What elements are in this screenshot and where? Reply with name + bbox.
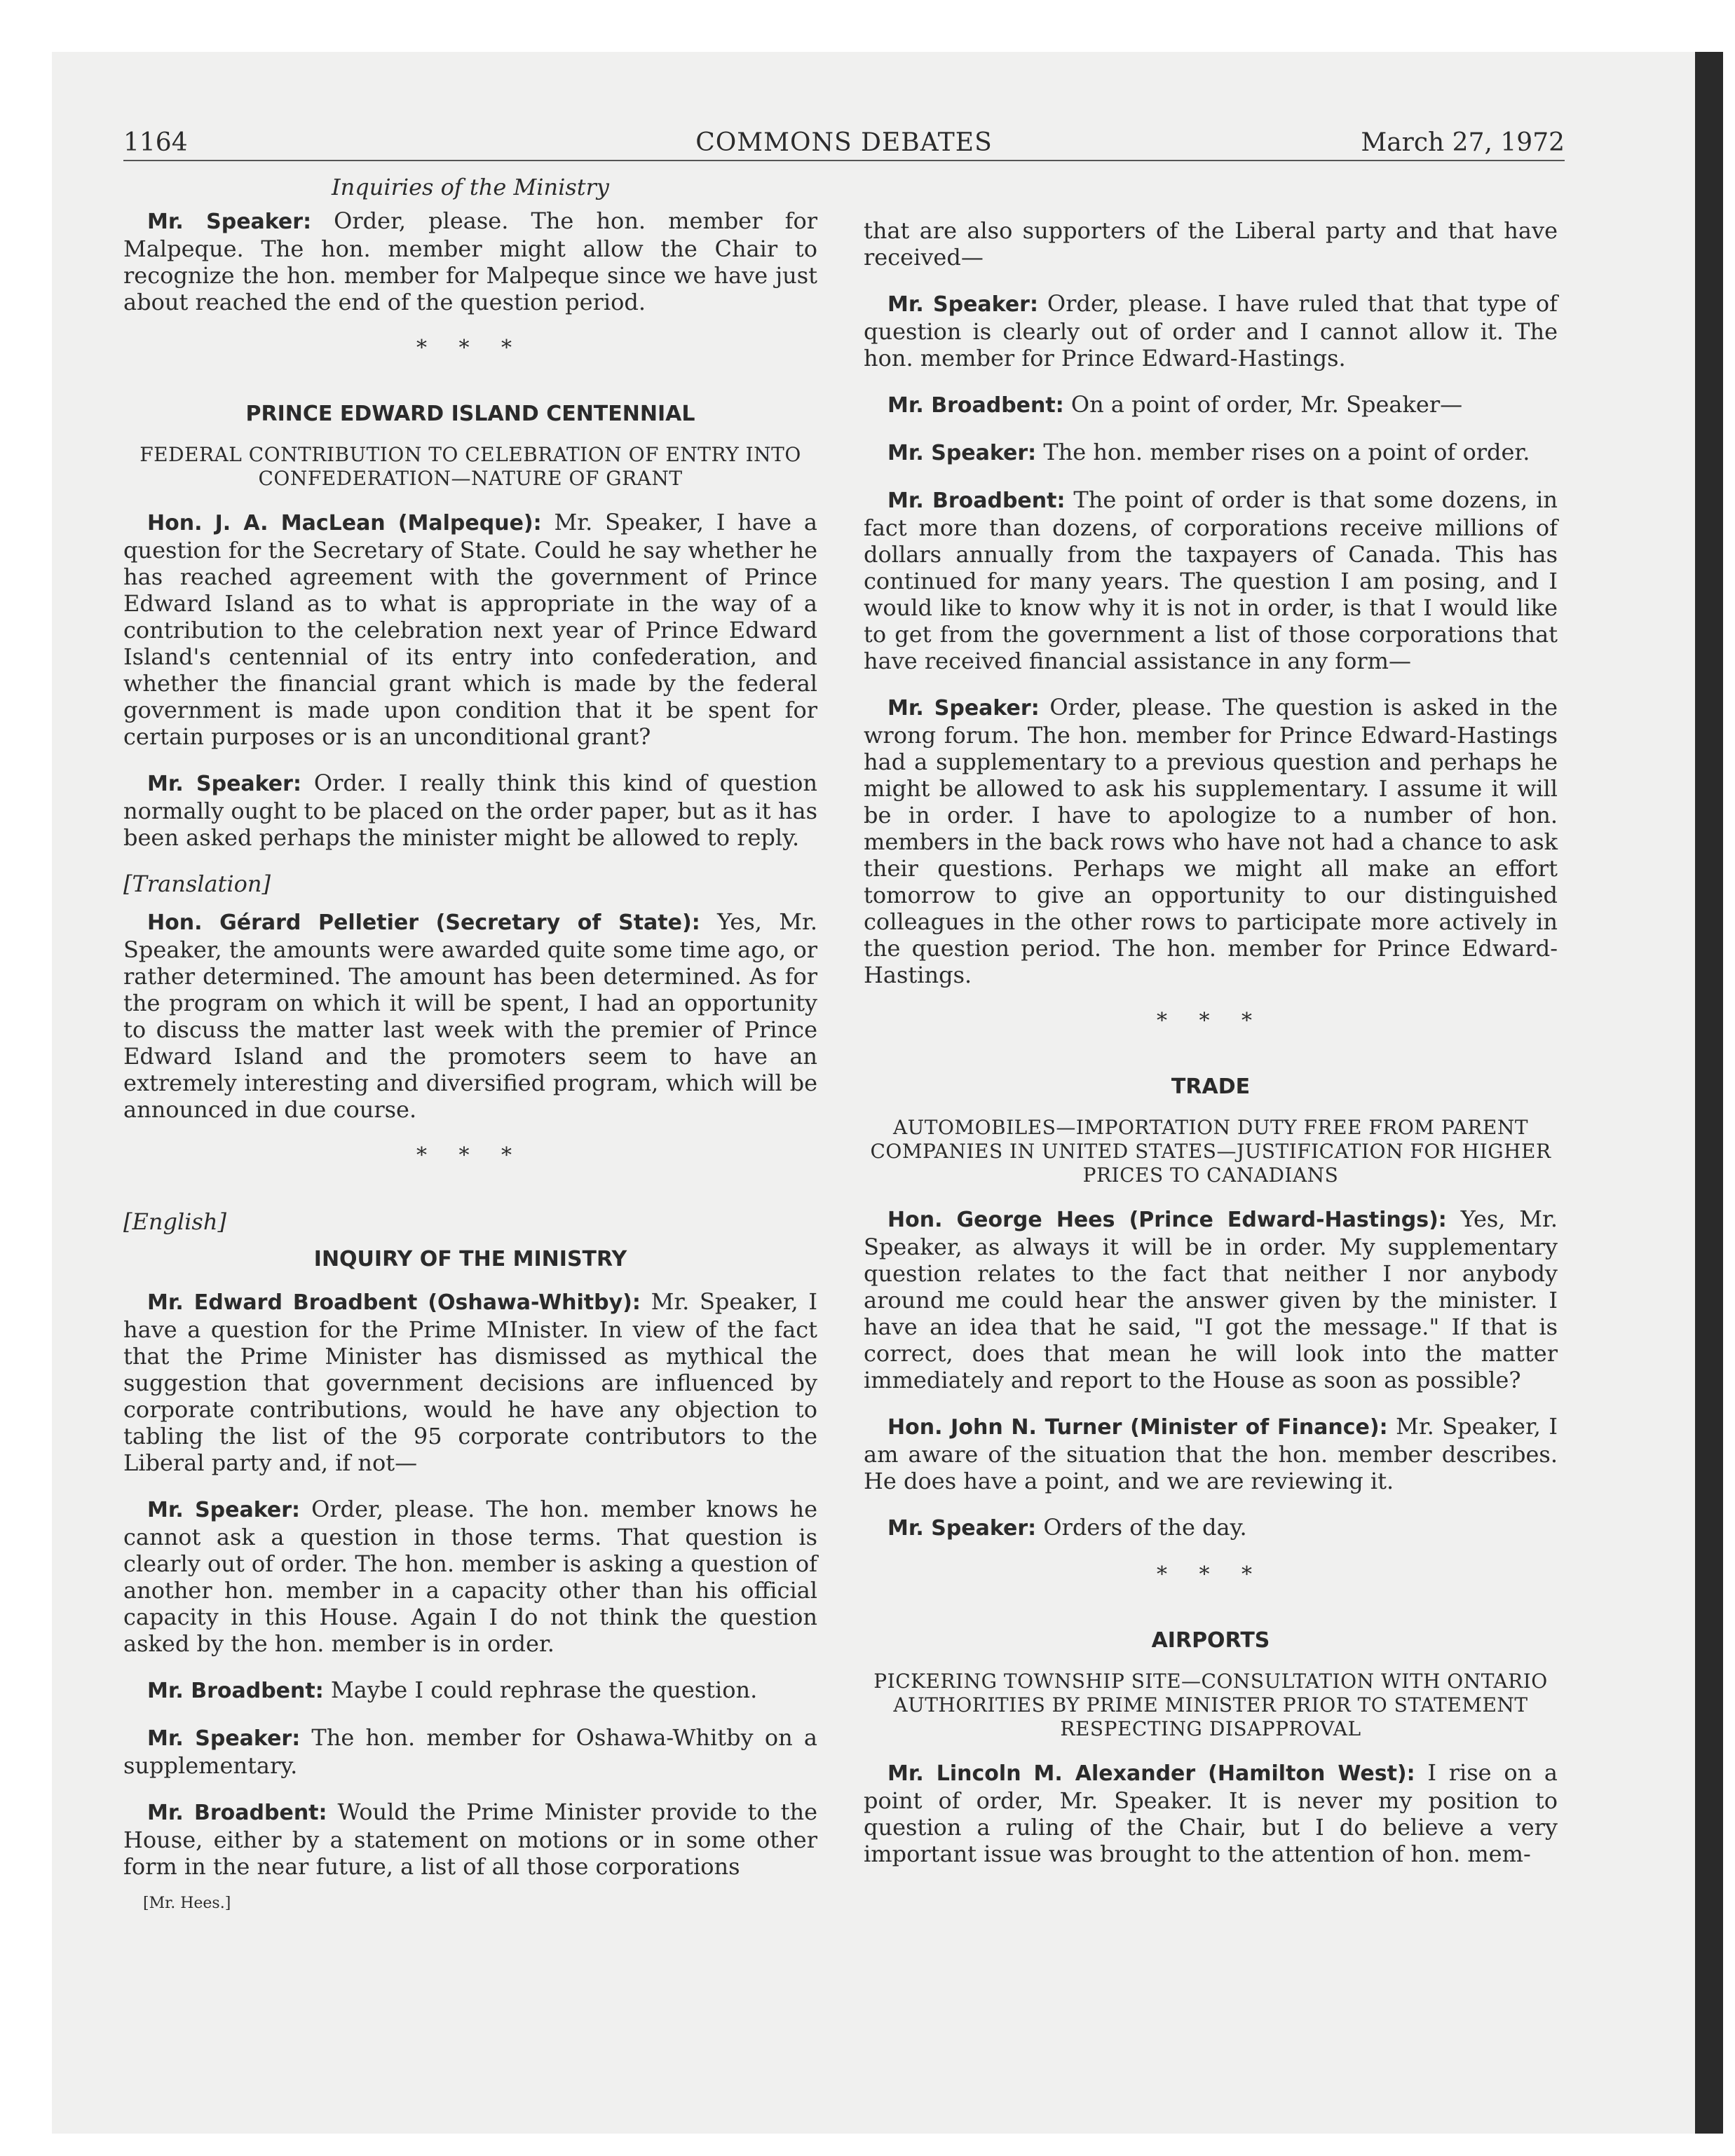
speaker-name: Mr. Speaker: [887,696,1040,721]
speech-text: Mr. Speaker, I have a question for the Secretary of State. Could he say whether he has reached agreement with the government of Prince Edward Island as to what is appropriate in the way of a contribution to the celebration next year of Prince Edward Island's centennial of its entry into confederation, and whether the financial grant which is made by the federal government is made upon condition that it be spent for certain purposes or is an unconditional grant? [123,509,817,750]
paragraph [864,290,1558,371]
subject-heading: PRINCE EDWARD ISLAND CENTENNIAL [245,402,695,426]
section-separator: * * * [1156,1009,1265,1033]
paragraph [123,1677,817,1705]
section-header: Inquiries of the Ministry [332,174,609,200]
paragraph [864,486,1558,674]
speech-text: The hon. member for Oshawa-Whitby on a supplementary. [123,1724,818,1779]
right-column [864,217,1558,1887]
speaker-name: Mr. Speaker: [887,1516,1037,1541]
paragraph [123,1288,817,1476]
language-note: [English] [123,1208,226,1235]
speaker-name: Mr. Speaker: [147,210,312,234]
speaker-name: Mr. Speaker: [887,441,1037,465]
left-column [123,174,817,1913]
speech-text: Order. I really think this kind of question normally ought to be placed on the order paper, but as it has been asked perhaps the minister might be allowed to reply. [123,770,818,851]
publication-title: COMMONS DEBATES [695,128,993,157]
speech-text: Order, please. I have ruled that that type of question is clearly out of order and I cannot allow it. The hon. member for Prince Edward-Hastings. [864,290,1558,371]
speech-text: Order, please. The hon. member knows he cannot ask a question in those terms. That question is clearly out of order. The hon. member is asking a question of another hon. member in a capacity other than his official capacity in this House. Again I do not think the question asked by the hon. member is in order. [123,1496,818,1657]
paragraph [123,1724,817,1779]
speaker-name: Mr. Speaker: [147,772,301,796]
subject-heading: AIRPORTS [1151,1628,1270,1653]
paragraph [864,1514,1558,1542]
speaker-name: Mr. Broadbent: [887,489,1066,513]
speech-text: The hon. member rises on a point of order. [1036,439,1530,465]
speaker-name: Mr. Speaker: [147,1498,301,1522]
section-separator: * * * [416,336,525,360]
speech-text: Order, please. The question is asked in the wrong forum. The hon. member for Prince Edward-Hastings had a supplementary to a previous question and perhaps he might be allowed to ask his supplementary. I assume it will be in order. I have to apologize to a number of hon. members in the back rows who have not had a chance to ask their questions. Perhaps we might all make an effort tomorrow to give an opportunity to our distinguished colleagues in the other rows to participate more actively in the question period. The hon. member for Prince Edward-Hastings. [864,694,1558,988]
speaker-name: Hon. George Hees (Prince Edward-Hastings): [887,1208,1447,1232]
speech-text: Maybe I could rephrase the question. [323,1677,758,1703]
speech-text: Order, please. The hon. member for Malpeque. The hon. member might allow the Chair to recognize the hon. member for Malpeque since we have just about reached the end of the question period. [123,207,818,315]
paragraph [123,770,817,851]
speech-text: Would the Prime Minister provide to the House, either by a statement on motions or in some other form in the near future, a list of all those corporations [123,1799,818,1880]
paragraph [123,1496,817,1657]
speaker-name: Hon. Gérard Pelletier (Secretary of State): [147,910,700,935]
speaker-name: Mr. Broadbent: [147,1801,327,1825]
subject-heading: TRADE [1171,1074,1251,1099]
speaker-name: Mr. Lincoln M. Alexander (Hamilton West): [887,1761,1415,1786]
speaker-name: Hon. J. A. MacLean (Malpeque): [147,511,542,535]
paragraph [123,509,817,750]
section-separator: * * * [1156,1562,1265,1587]
speech-text: that are also supporters of the Liberal party and that have received— [864,217,1558,271]
speech-text: Mr. Speaker, I have a question for the Prime MInister. In view of the fact that the Prime Minister has dismissed as mythical the suggestion that government decisions are influenced by corporate contributions, would he have any objection to tabling the list of the 95 corporate contributors to the Liberal party and, if not— [123,1288,818,1476]
paragraph [864,1206,1558,1393]
speaker-name: Mr. Speaker: [147,1726,301,1751]
speaker-name: Mr. Edward Broadbent (Oshawa-Whitby): [147,1290,641,1315]
footnote: [Mr. Hees.] [143,1895,231,1912]
speech-text: The point of order is that some dozens, in fact more than dozens, of corporations receive millions of dollars annually from the taxpayers of Canada. This has continued for many years. The question I am posing, and I would like to know why it is not in order, is that I would like to get from the government a list of those corporations that have received financial assistance in any form— [864,486,1558,674]
section-separator: * * * [416,1143,525,1168]
speech-text: Yes, Mr. Speaker, the amounts were awarded quite some time ago, or rather determined. The amount has been determined. As for the program on which it will be spent, I had an opportunity to discuss the matter last week with the premier of Prince Edward Island and the promoters seem to have an extremely interesting and diversified program, which will be announced in due course. [123,908,817,1123]
speaker-name: Mr. Broadbent: [147,1679,324,1703]
subject-heading: INQUIRY OF THE MINISTRY [313,1247,627,1271]
publication-date: March 27, 1972 [1361,128,1565,157]
paragraph [864,439,1558,467]
paragraph [123,1799,817,1880]
speech-text: On a point of order, Mr. Speaker— [1063,391,1463,418]
speaker-name: Mr. Speaker: [887,292,1038,317]
speech-text: Orders of the day. [1036,1514,1247,1541]
paragraph [123,908,817,1123]
paragraph [864,217,1558,271]
subject-subheading: AUTOMOBILES—IMPORTATION DUTY FREE FROM PARENT COMPANIES IN UNITED STATES—JUSTIFICATION FOR HIGHER PRICES TO CANADIANS [870,1116,1551,1187]
paragraph [123,207,817,315]
paragraph [864,1413,1558,1494]
speech-text: Mr. Speaker, I am aware of the situation that the hon. member describes. He does have a point, and we are reviewing it. [864,1413,1558,1494]
paragraph [864,1759,1558,1867]
paragraph [864,391,1558,419]
speaker-name: Mr. Broadbent: [887,393,1064,418]
subject-subheading: FEDERAL CONTRIBUTION TO CELEBRATION OF ENTRY INTO CONFEDERATION—NATURE OF GRANT [140,443,801,490]
scan-edge-shadow [1695,52,1723,2134]
speech-text: Yes, Mr. Speaker, as always it will be in order. My supplementary question relates to the fact that neither I nor anybody around me could hear the answer given by the minister. I have an idea that he said, "I got the message." If that is correct, does that mean he will look into the matter immediately and report to the House as soon as possible? [864,1206,1558,1393]
page-number: 1164 [123,128,188,157]
speaker-name: Hon. John N. Turner (Minister of Finance): [887,1415,1388,1440]
speech-text: I rise on a point of order, Mr. Speaker. It is never my position to question a ruling of the Chair, but I do believe a very important issue was brought to the attention of hon. mem- [864,1759,1558,1867]
paragraph [864,694,1558,988]
subject-subheading: PICKERING TOWNSHIP SITE—CONSULTATION WITH ONTARIO AUTHORITIES BY PRIME MINISTER PRIOR TO STATEMENT RESPECTING DISAPPROVAL [873,1670,1548,1740]
running-head [123,126,1565,161]
translation-note: [Translation] [123,871,271,897]
